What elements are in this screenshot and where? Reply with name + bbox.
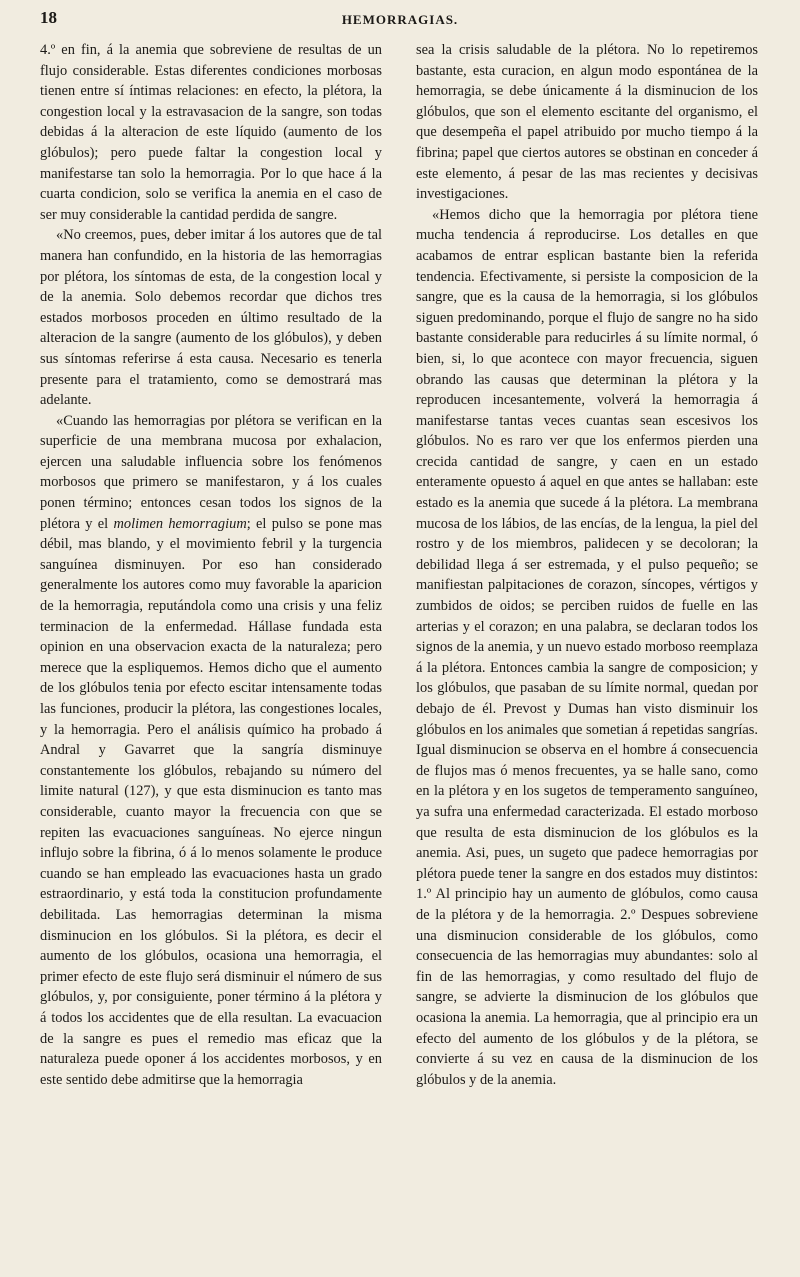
paragraph: sea la crisis saludable de la plétora. No lo repetiremos bastante, esta curacion, en algun modo espontánea de la hemorragia, se debe únicamente á la disminucion de los glóbulos, que son el elemento escitante del organismo, el que desempeña el papel atribuido por mucho tiempo á la fibrina; papel que ciertos autores se obstinan en conceder á este elemento, á pesar de las mas recientes y decisivas investigaciones. [416, 42, 758, 203]
page-header [40, 6, 760, 36]
paragraph: «Hemos dicho que la hemorragia por plétora tiene mucha tendencia á reproducirse. Los detalles en que acabamos de entrar esplican bastante bien la referida tendencia. Efectivamente, si persiste la composicion de la sangre, que es la causa de la hemorragia, si los glóbulos siguen predominando, porque el flujo de sangre no ha sido bastante considerable para reducirles á su límite normal, ó bien, si, lo que acontece con mayor frecuencia, siguen obrando las causas que determinan la plétora y la reproducen incesantemente, volverá la hemorragia á manifestarse tantas veces cuantas sean escesivos los glóbulos. No es raro ver que los enfermos pierden una crecida cantidad de sangre, y caen en un estado enteramente opuesto á aquel en que antes se hallaban: este estado es la anemia que sucede á la plétora. La membrana mucosa de los lábios, de las encías, de la lengua, la piel del rostro y de los miembros, palidecen y se decoloran; la debilidad llega á ser estremada, y el pulso pequeño; se manifiestan palpitaciones de corazon, síncopes, vértigos y zumbidos de oidos; se perciben ruidos de fuelle en las arterias y el corazon; en una palabra, se declaran todos los signos de la anemia, y un nuevo estado morboso reemplaza á la plétora. Entonces cambia la sangre de composicion; y los glóbulos, que pasaban de su límite normal, quedan por debajo de él. Prevost y Dumas han visto disminuir los glóbulos en los animales que sometian á repetidas sangrías. Igual disminucion se observa en el hombre á consecuencia de flujos mas ó menos frecuentes, ya se halle sano, como en la plétora y en los sugetos de temperamento sanguíneo, ya sufra una enfermedad caracterizada. El estado morboso que resulta de esta disminucion de los glóbulos es la anemia. Asi, pues, un sugeto que padece hemorragias por plétora puede tener la sangre en dos estados muy distintos: 1.º Al principio hay un aumento de glóbulos, como causa de la plétora y de la hemorragia. 2.º Despues sobreviene una disminucion considerable de los glóbulos, como consecuencia de las hemorragias muy abundantes: solo al fin de las hemorragias, y como resultado del flujo de sangre, se advierte la disminucion de los glóbulos que ocasiona la anemia. La hemorragia, que al principio era un efecto del aumento de los glóbulos y de la plétora, se convierte á su vez en causa de la disminucion de los glóbulos y de la anemia. [416, 206, 758, 1088]
running-title: HEMORRAGIAS. [341, 12, 459, 27]
right-column [416, 40, 758, 1264]
paragraph [40, 411, 382, 1091]
paragraph-text: «Cuando las hemorragias por plétora se verifican en la superficie de una membrana mucosa por exhalacion, ejercen una saludable influencia sobre los fenómenos morbosos que primero se manifestaron, y á los cuales ponen término; entonces cesan todos los signos de la plétora y el [40, 412, 382, 532]
paragraph: «No creemos, pues, deber imitar á los autores que de tal manera han confundido, en la historia de las hemorragias por plétora, los síntomas de esta, de la congestion local y de la anemia. Solo debemos recordar que dichos tres estados morbosos proceden en último resultado de la alteracion de la sangre (aumento de los glóbulos), y deben sus síntomas referirse á esta causa. Necesario es tenerla presente para el tratamiento, como se demostrará mas adelante. [40, 227, 382, 409]
paragraph-text: ; el pulso se pone mas débil, mas blando, y el movimiento febril y la turgencia sanguínea disminuyen. Por eso han considerado generalmente los autores como muy favorable la aparicion de la hemorragia, reputándola como una crisis y una feliz terminacion de la enfermedad. Hállase fundada esta opinion en una observacion exacta de la naturaleza; pero merece que la espliquemos. Hemos dicho que el aumento de los glóbulos tenia por efecto escitar intensamente todas las funciones, producir la plétora, las congestiones locales, y la hemorragia. Pero el análisis químico ha probado á Andral y Gavarret que la sangría disminuye constantemente los glóbulos, rebajando su número del limite natural (127), y que esta disminucion es tanto mas considerable, cuanto mayor la frecuencia con que se repiten las evacuaciones sanguíneas. No ejerce ningun influjo sobre la fibrina, ó á lo menos solamente le produce cuando se han empleado las evacuaciones hasta un grado estraordinario, y está toda la constitucion profundamente debilitada. Las hemorragias determinan la misma disminucion en los glóbulos. Si la plétora, es decir el aumento de los glóbulos, ocasiona una hemorragia, el primer efecto de este flujo será disminuir el número de sus glóbulos, y, por consiguiente, poner término á la plétora y á todos los accidentes que de ella resultan. La evacuacion de la sangre es pues el remedio mas eficaz que la naturaleza puede oponer á los accidentes morbosos, y en este sentido debe admitirse que la hemorragia [40, 515, 382, 1088]
italic-term: molimen hemorragium [113, 515, 247, 532]
page-number: 18 [40, 8, 57, 27]
paragraph: 4.º en fin, á la anemia que sobreviene de resultas de un flujo considerable. Estas diferentes condiciones morbosas tienen entre sí íntimas relaciones: en efecto, la plétora, la congestion local y la estravasacion de la sangre, son todas debidas á la alteracion de este líquido (aumento de los glóbulos); pero puede faltar la congestion local y manifestarse tan solo la hemorragia. Por lo que hace á la cuarta condicion, solo se verifica la anemia en el caso de ser muy considerable la cantidad perdida de sangre. [40, 42, 382, 223]
left-column [40, 40, 382, 1264]
